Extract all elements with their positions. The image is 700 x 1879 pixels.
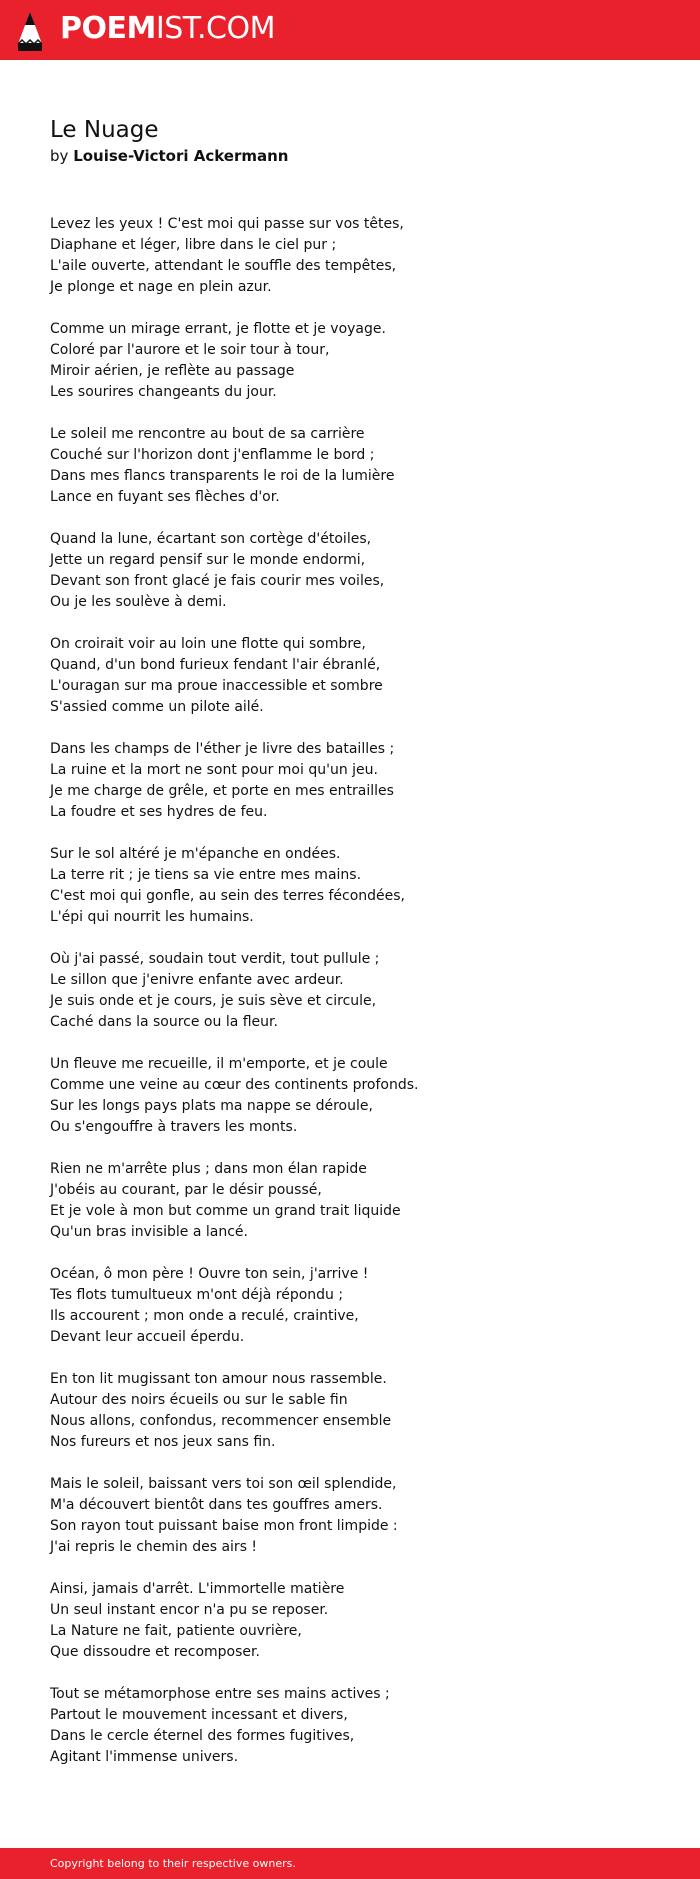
poem-author: Louise-Victori Ackermann	[73, 147, 289, 165]
poem-line: Sur les longs pays plats ma nappe se déroule,	[50, 1098, 373, 1114]
poem-line: Dans le cercle éternel des formes fugitives,	[50, 1728, 355, 1744]
poem-line: Quand, d'un bond furieux fendant l'air ébranlé,	[50, 657, 381, 673]
poem-line: Ou je les soulève à demi.	[50, 594, 227, 610]
poem-line: Ils accourent ; mon onde a reculé, craintive,	[50, 1308, 359, 1324]
poem-line: J'ai repris le chemin des airs !	[50, 1539, 258, 1555]
poem-line: Partout le mouvement incessant et divers,	[50, 1707, 348, 1723]
stanza	[50, 1264, 650, 1348]
poem-line: J'obéis au courant, par le désir poussé,	[50, 1182, 322, 1198]
poem-line: Un seul instant encor n'a pu se reposer.	[50, 1602, 329, 1618]
poem-line: Nos fureurs et nos jeux sans fin.	[50, 1434, 276, 1450]
poem-line: Tout se métamorphose entre ses mains actives ;	[50, 1686, 390, 1702]
poem-content	[50, 115, 650, 1789]
logo-bold-text: POEM	[60, 11, 156, 46]
poem-line: Un fleuve me recueille, il m'emporte, et je coule	[50, 1056, 388, 1072]
poem-line: Je suis onde et je cours, je suis sève et circule,	[50, 993, 377, 1009]
poem-line: Océan, ô mon père ! Ouvre ton sein, j'arrive !	[50, 1266, 369, 1282]
site-footer	[0, 1848, 700, 1879]
stanza	[50, 949, 650, 1033]
poem-line: Devant leur accueil éperdu.	[50, 1329, 245, 1345]
poem-line: La foudre et ses hydres de feu.	[50, 804, 268, 820]
poem-line: Que dissoudre et recomposer.	[50, 1644, 260, 1660]
poem-line: En ton lit mugissant ton amour nous rassemble.	[50, 1371, 387, 1387]
poem-line: La Nature ne fait, patiente ouvrière,	[50, 1623, 302, 1639]
poem-line: Sur le sol altéré je m'épanche en ondées.	[50, 846, 341, 862]
stanza	[50, 319, 650, 403]
poem-line: On croirait voir au loin une flotte qui sombre,	[50, 636, 366, 652]
logo-light-text: IST.COM	[155, 11, 275, 46]
poem-line: La terre rit ; je tiens sa vie entre mes mains.	[50, 867, 362, 883]
stanza	[50, 844, 650, 928]
poem-line: Levez les yeux ! C'est moi qui passe sur vos têtes,	[50, 216, 404, 232]
stanza	[50, 739, 650, 823]
poem-line: Le soleil me rencontre au bout de sa carrière	[50, 426, 365, 442]
poem-line: Tes flots tumultueux m'ont déjà répondu ;	[50, 1287, 344, 1303]
poem-line: Ainsi, jamais d'arrêt. L'immortelle matière	[50, 1581, 345, 1597]
pen-nib-icon	[16, 10, 44, 52]
poem-line: Comme une veine au cœur des continents profonds.	[50, 1077, 419, 1093]
poem-line: Dans les champs de l'éther je livre des batailles ;	[50, 741, 395, 757]
poem-line: Où j'ai passé, soudain tout verdit, tout pullule ;	[50, 951, 380, 967]
poem-line: Autour des noirs écueils ou sur le sable fin	[50, 1392, 348, 1408]
poem-line: C'est moi qui gonfle, au sein des terres fécondées,	[50, 888, 405, 904]
poem-line: Qu'un bras invisible a lancé.	[50, 1224, 248, 1240]
poem-line: Caché dans la source ou la fleur.	[50, 1014, 278, 1030]
poem-line: Agitant l'immense univers.	[50, 1749, 239, 1765]
stanza	[50, 1579, 650, 1663]
poem-byline	[50, 146, 650, 166]
poem-line: L'aile ouverte, attendant le souffle des tempêtes,	[50, 258, 397, 274]
stanza	[50, 1684, 650, 1768]
poem-line: Comme un mirage errant, je flotte et je voyage.	[50, 321, 386, 337]
poem-line: Nous allons, confondus, recommencer ensemble	[50, 1413, 392, 1429]
poem-line: Quand la lune, écartant son cortège d'étoiles,	[50, 531, 372, 547]
poem-line: Le sillon que j'enivre enfante avec ardeur.	[50, 972, 344, 988]
poem-line: Coloré par l'aurore et le soir tour à tour,	[50, 342, 330, 358]
poem-body	[50, 214, 650, 1768]
poem-line: Dans mes flancs transparents le roi de la lumière	[50, 468, 395, 484]
stanza	[50, 1159, 650, 1243]
poem-line: Son rayon tout puissant baise mon front limpide :	[50, 1518, 398, 1534]
stanza	[50, 1474, 650, 1558]
poem-line: Je me charge de grêle, et porte en mes entrailles	[50, 783, 394, 799]
poem-line: Miroir aérien, je reflète au passage	[50, 363, 295, 379]
poem-line: Je plonge et nage en plein azur.	[50, 279, 272, 295]
footer-copyright: Copyright belong to their respective owners.	[50, 1857, 296, 1870]
site-logo[interactable]	[60, 11, 275, 47]
poem-line: Diaphane et léger, libre dans le ciel pur ;	[50, 237, 337, 253]
by-label: by	[50, 147, 69, 165]
poem-line: Lance en fuyant ses flèches d'or.	[50, 489, 280, 505]
poem-line: S'assied comme un pilote ailé.	[50, 699, 264, 715]
poem-line: La ruine et la mort ne sont pour moi qu'un jeu.	[50, 762, 378, 778]
stanza	[50, 529, 650, 613]
site-header	[0, 0, 700, 60]
poem-title: Le Nuage	[50, 117, 159, 143]
stanza	[50, 214, 650, 298]
poem-line: Mais le soleil, baissant vers toi son œil splendide,	[50, 1476, 397, 1492]
poem-line: Et je vole à mon but comme un grand trait liquide	[50, 1203, 401, 1219]
poem-line: Les sourires changeants du jour.	[50, 384, 277, 400]
poem-line: L'épi qui nourrit les humains.	[50, 909, 254, 925]
poem-line: Rien ne m'arrête plus ; dans mon élan rapide	[50, 1161, 367, 1177]
poem-line: Jette un regard pensif sur le monde endormi,	[50, 552, 366, 568]
stanza	[50, 634, 650, 718]
poem-line: Ou s'engouffre à travers les monts.	[50, 1119, 298, 1135]
poem-line: Devant son front glacé je fais courir mes voiles,	[50, 573, 385, 589]
poem-line: M'a découvert bientôt dans tes gouffres amers.	[50, 1497, 383, 1513]
poem-line: Couché sur l'horizon dont j'enflamme le bord ;	[50, 447, 375, 463]
poem-line: L'ouragan sur ma proue inaccessible et sombre	[50, 678, 383, 694]
stanza	[50, 424, 650, 508]
stanza	[50, 1054, 650, 1138]
stanza	[50, 1369, 650, 1453]
